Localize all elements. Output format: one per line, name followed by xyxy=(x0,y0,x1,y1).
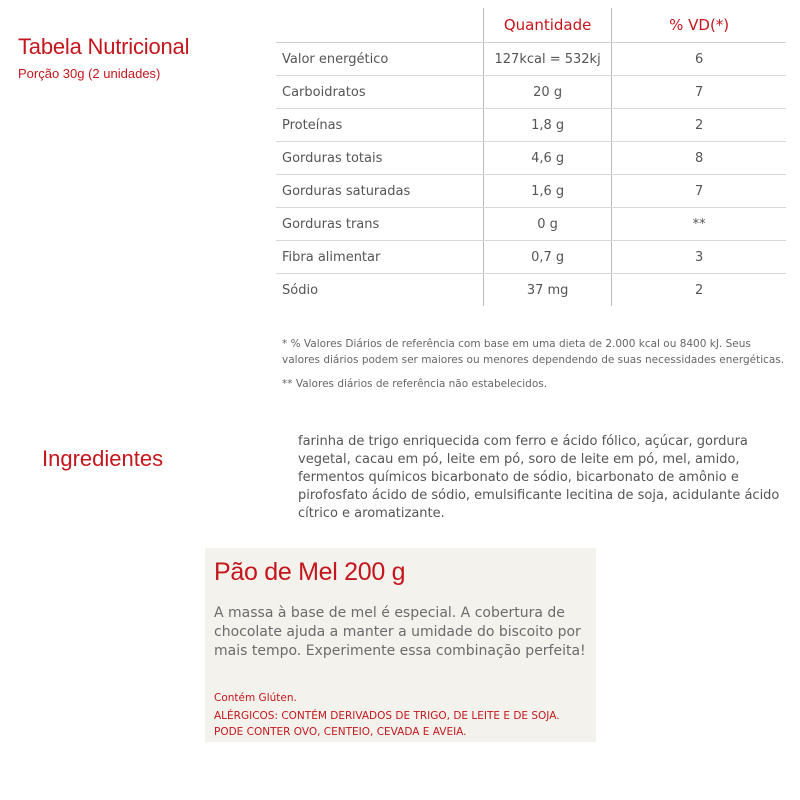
header-nutrient xyxy=(276,8,483,43)
table-row xyxy=(276,175,786,208)
table-row xyxy=(276,76,786,109)
product-description: A massa à base de mel é especial. A cobertura de chocolate ajuda a manter a umidade do biscoito por mais tempo. Experimente essa combinação perfeita! xyxy=(214,605,586,659)
nutrient-quantity: 37 mg xyxy=(483,274,611,307)
table-row xyxy=(276,274,786,307)
table-header-row xyxy=(276,8,786,43)
nutrient-label: Fibra alimentar xyxy=(276,241,483,274)
table-row xyxy=(276,208,786,241)
nutrient-quantity: 0,7 g xyxy=(483,241,611,274)
nutrient-label: Gorduras trans xyxy=(276,208,483,241)
nutrient-label: Valor energético xyxy=(276,43,483,76)
header-quantity: Quantidade xyxy=(483,8,611,43)
nutrition-footnotes xyxy=(282,336,792,400)
nutrient-label: Sódio xyxy=(282,282,319,298)
nutrient-dv: 2 xyxy=(612,274,786,307)
nutrient-dv: 7 xyxy=(612,76,786,109)
header-dv: % VD(*) xyxy=(612,8,786,43)
product-card xyxy=(205,548,596,742)
nutrient-dv: 2 xyxy=(612,109,786,142)
footnote-not-established: ** Valores diários de referência não estabelecidos. xyxy=(282,378,548,390)
table-row xyxy=(276,142,786,175)
nutrient-label: Gorduras saturadas xyxy=(276,175,483,208)
portion-size: Porção 30g (2 unidades) xyxy=(18,66,161,81)
gluten-warning: Contém Glúten. xyxy=(214,692,297,704)
nutrient-dv: 7 xyxy=(612,175,786,208)
nutrient-label: Carboidratos xyxy=(276,76,483,109)
footnote-daily-values: * % Valores Diários de referência com base em uma dieta de 2.000 kcal ou 8400 kJ. Seus valores diários podem ser maiores ou menores dependendo de suas necessidades energéticas. xyxy=(282,338,785,366)
ingredients-title: Ingredientes xyxy=(42,446,164,471)
nutrient-quantity: 1,6 g xyxy=(483,175,611,208)
nutrient-quantity: 4,6 g xyxy=(483,142,611,175)
table-row xyxy=(276,109,786,142)
nutrition-title: Tabela Nutricional xyxy=(18,34,190,59)
table-row xyxy=(276,241,786,274)
nutrient-quantity: 20 g xyxy=(483,76,611,109)
nutrient-quantity: 0 g xyxy=(483,208,611,241)
product-title: Pão de Mel 200 g xyxy=(214,558,406,586)
nutrient-label: Proteínas xyxy=(276,109,483,142)
table-row xyxy=(276,43,786,76)
nutrient-quantity: 127kcal = 532kj xyxy=(483,43,611,76)
ingredients-text: farinha de trigo enriquecida com ferro e ácido fólico, açúcar, gordura vegetal, cacau em pó, leite em pó, soro de leite em pó, mel, amido, fermentos químicos bicarbonato de sódio, bicarbonato de amônio e pirofosfato ácido de sódio, emulsificante lecitina de soja, acidulante ácido cítrico e aromatizante. xyxy=(298,434,780,521)
nutrient-dv: 8 xyxy=(612,142,786,175)
nutrient-dv: ** xyxy=(612,208,786,241)
nutrient-label: Gorduras totais xyxy=(276,142,483,175)
nutrition-table xyxy=(276,8,786,306)
nutrient-dv: 6 xyxy=(612,43,786,76)
allergen-warning: ALÉRGICOS: CONTÉM DERIVADOS DE TRIGO, DE LEITE E DE SOJA. PODE CONTER OVO, CENTEIO, CEVADA E AVEIA. xyxy=(214,710,560,738)
nutrient-dv: 3 xyxy=(612,241,786,274)
nutrient-quantity: 1,8 g xyxy=(483,109,611,142)
